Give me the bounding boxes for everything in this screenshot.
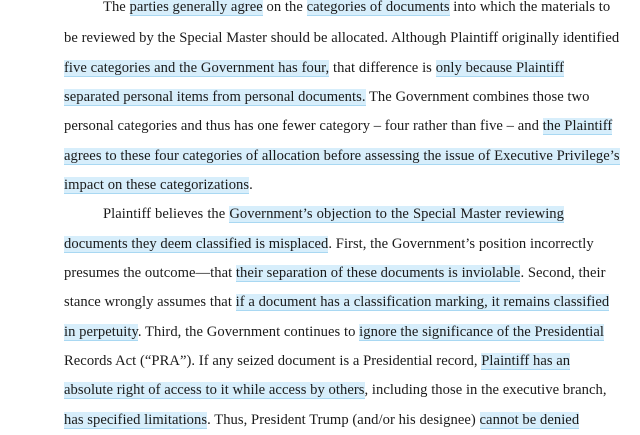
body-text: on the [262, 0, 307, 15]
body-text: The Government combines those two [365, 89, 590, 105]
highlighted-text: has specified limitations [64, 412, 208, 428]
body-text: , including those in the executive branch, [364, 382, 607, 398]
highlighted-text: only because Plaintiff [435, 60, 565, 76]
highlighted-text: Government’s objection to the Special Master reviewing [229, 206, 564, 222]
highlighted-text: documents they deem classified is misplaced [64, 236, 329, 252]
text-line [64, 322, 605, 342]
body-text: stance wrongly assumes that [64, 294, 236, 310]
text-line [64, 351, 571, 371]
text-line [64, 292, 610, 312]
body-text: Records Act (“PRA”). If any seized document is a Presidential record, [64, 353, 482, 369]
body-text: into which the materials to [449, 0, 611, 15]
highlighted-text: absolute right of access to it while access by others [64, 382, 365, 398]
body-text: . Second, their [520, 265, 606, 281]
body-text: The [103, 0, 130, 15]
highlighted-text: cannot be denied [479, 412, 580, 428]
text-line [103, 0, 611, 17]
text-line [64, 28, 620, 48]
body-text: be reviewed by the Special Master should be allocated. Although Plaintiff originally identified [64, 30, 620, 46]
body-text: . First, the Government’s position incorrectly [328, 236, 594, 252]
body-text: presumes the outcome—that [64, 265, 236, 281]
text-line [64, 410, 580, 430]
body-text: Plaintiff believes the [103, 206, 230, 222]
text-line [64, 234, 594, 254]
highlighted-text: ignore the significance of the Presidential [359, 324, 605, 340]
highlighted-text: their separation of these documents is inviolable [235, 265, 521, 281]
text-line [64, 58, 564, 78]
highlighted-text: impact on these categorizations [64, 177, 250, 193]
highlighted-text: separated personal items from personal documents. [64, 89, 366, 105]
highlighted-text: in perpetuity [64, 324, 138, 340]
highlighted-text: if a document has a classification marking, it remains classified [235, 294, 610, 310]
body-text: that difference is [329, 60, 436, 76]
text-line [103, 204, 564, 224]
text-line [64, 87, 590, 107]
text-line [64, 263, 606, 283]
body-text: personal categories and thus has one fewer category – four rather than five – and [64, 118, 543, 134]
highlighted-text: Plaintiff has an [481, 353, 571, 369]
text-line [64, 146, 620, 166]
body-text: . Third, the Government continues to [137, 324, 360, 340]
body-text: . Thus, President Trump (and/or his designee) [207, 412, 480, 428]
highlighted-text: five categories and the Government has four, [64, 60, 330, 76]
highlighted-text: agrees to these four categories of allocation before assessing the issue of Executive Privilege’s [64, 148, 620, 164]
text-line [64, 175, 253, 195]
text-line [64, 116, 613, 136]
highlighted-text: categories of documents [306, 0, 450, 15]
body-text: . [249, 177, 253, 193]
text-line [64, 380, 607, 400]
highlighted-text: parties generally agree [129, 0, 263, 15]
highlighted-text: the Plaintiff [542, 118, 613, 134]
